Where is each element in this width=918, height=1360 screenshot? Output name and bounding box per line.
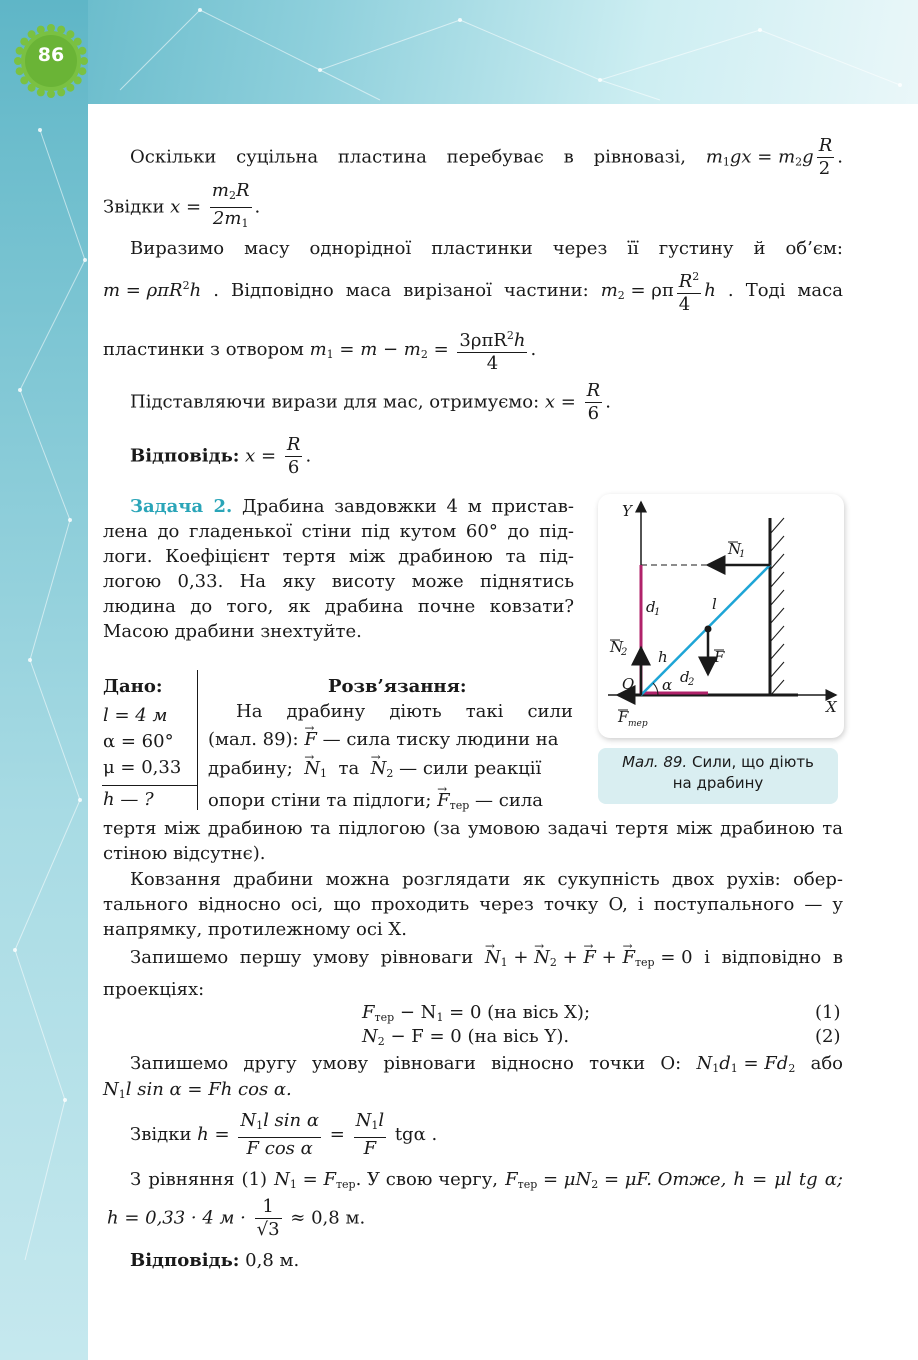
numeric-result: h = 0,33 · 4 м · $\frac{1}{√3}$ ≈ 0,8 м. <box>107 1196 366 1240</box>
task-2-line-2: лена до гладенької стіни під кутом 60° до під- <box>103 521 574 542</box>
paragraph-mass: Виразимо масу однорідної пластинки через її густину й об’єм: <box>130 238 843 259</box>
equation-1: $F_{тер} - N_1 = 0$ (на вісь X); <box>362 1002 591 1024</box>
figure-caption: Мал. 89. Сили, що діють на драбину <box>598 748 838 804</box>
figure-ladder <box>598 494 844 738</box>
label-x: X <box>826 698 837 716</box>
equilibrium-vector-eq: Запишемо першу умову рівноваги → $N_1$ + → $N_2$ + → F + → $F_{тер} = 0$ і відповідно в <box>130 947 843 974</box>
second-condition-line-2: $N_1l$ sin α = Fh cos α. <box>103 1079 292 1101</box>
equation-2: $N_2 - F = 0$ (на вісь Y). <box>362 1026 570 1048</box>
label-l: l <box>712 595 717 613</box>
paragraph-motion-3: напрямку, протилежному осі X. <box>103 919 407 940</box>
given-underline <box>102 785 197 786</box>
given-find: h — ? <box>103 789 154 810</box>
given-title: Дано: <box>103 676 163 697</box>
task-2-line-5: людина до того, як драбина почне ковзати? <box>103 596 574 617</box>
svg-text:тер: тер <box>628 719 648 729</box>
solution-line-1: На драбину діють такі сили <box>236 701 573 722</box>
solution-line-5: тертя між драбиною та підлогою (за умовою задачі тертя між драбиною та <box>103 818 843 839</box>
label-n2: N <box>610 638 624 656</box>
label-o: O <box>622 675 635 693</box>
answer-2: Відповідь: 0,8 м. <box>130 1250 300 1271</box>
label-alpha: α <box>662 676 673 694</box>
given-mu: μ = 0,33 <box>103 757 182 778</box>
second-condition: Запишемо другу умову рівноваги відносно точки O: $N_1d_1 = Fd_2$ або <box>130 1053 843 1075</box>
solution-line-3: драбину; → $N_1$ та → $N_2$ — сили реакції <box>208 758 541 785</box>
label-f: F <box>714 648 725 666</box>
wall-hatching <box>770 518 784 696</box>
label-d1: d <box>646 598 656 616</box>
svg-text:1: 1 <box>739 549 746 560</box>
task-2-line-4: логою 0,33. На яку висоту може піднятись <box>103 571 574 592</box>
formula-result: Підставляючи вирази для мас, отримуємо: x = $\frac{R}{6}$ . <box>130 380 611 424</box>
answer-1: Відповідь: x = $\frac{R}{6}$ . <box>130 434 312 478</box>
label-n1: N <box>728 540 742 558</box>
paragraph-motion-2: тального відносно осі, що проходить через точку O, і поступального — у <box>103 894 843 915</box>
svg-text:2: 2 <box>688 677 695 688</box>
solution-line-4: опори стіни та підлоги; → $F_{тер}$ — сила <box>208 790 543 817</box>
paragraph-equilibrium: Оскільки суцільна пластина перебуває в рівновазі, $m_1gx = m_2g$ $\frac{R}{2}$ . <box>130 135 843 179</box>
task-2-line-6: Масою драбини знехтуйте. <box>103 621 362 642</box>
formula-x: Звідки x = $\frac{m_2R}{2m_1}$ . <box>103 180 261 230</box>
given-divider <box>197 670 198 810</box>
given-l: l = 4 м <box>103 705 168 726</box>
label-y: Y <box>622 502 632 520</box>
equation-2-number: (2) <box>815 1026 841 1047</box>
label-fter: F <box>618 708 629 726</box>
solution-title: Розв’язання: <box>328 676 467 697</box>
svg-text:2: 2 <box>621 647 628 658</box>
formula-mass: m = ρπR$^2$h . Відповідно маса вирізаної частини: $m_2 = \rho\pi$ $\frac{R^2}{4}$ h . Тоді маса <box>103 266 843 316</box>
from-equation-1: З рівняння (1) $N_1 = F_{тер}$. У свою чергу, $F_{тер} = \mu N_2 = \mu F$. Отже, h = μl tg α; <box>130 1169 843 1191</box>
formula-m1: пластинки з отвором $m_1 = m - m_2$ = $\frac{3\rho\pi R^2h}{4}$ . <box>103 325 536 375</box>
given-alpha: α = 60° <box>103 731 174 752</box>
projections-label: проекціях: <box>103 979 205 1000</box>
paragraph-motion-1: Ковзання драбини можна розглядати як сукупність двох рухів: обер- <box>130 869 843 890</box>
svg-text:1: 1 <box>654 607 661 618</box>
label-d2: d <box>680 668 690 686</box>
task-2-line-3: логи. Коефіцієнт тертя між драбиною та під- <box>103 546 574 567</box>
ladder-diagram <box>598 494 844 738</box>
solution-line-2: (мал. 89): → F — сила тиску людини на <box>208 729 559 751</box>
solution-line-6: стіною відсутнє). <box>103 843 266 864</box>
page-number: 86 <box>37 44 65 66</box>
label-h: h <box>658 648 668 666</box>
equation-1-number: (1) <box>815 1002 841 1023</box>
formula-h: Звідки h = $\frac{N_1l \sin \alpha}{\text{F cos α}}$ = $\frac{N_1l}{F}$ tgα . <box>130 1110 438 1159</box>
task-2-line-1: Задача 2. Драбина завдовжки 4 м пристав- <box>130 496 574 517</box>
